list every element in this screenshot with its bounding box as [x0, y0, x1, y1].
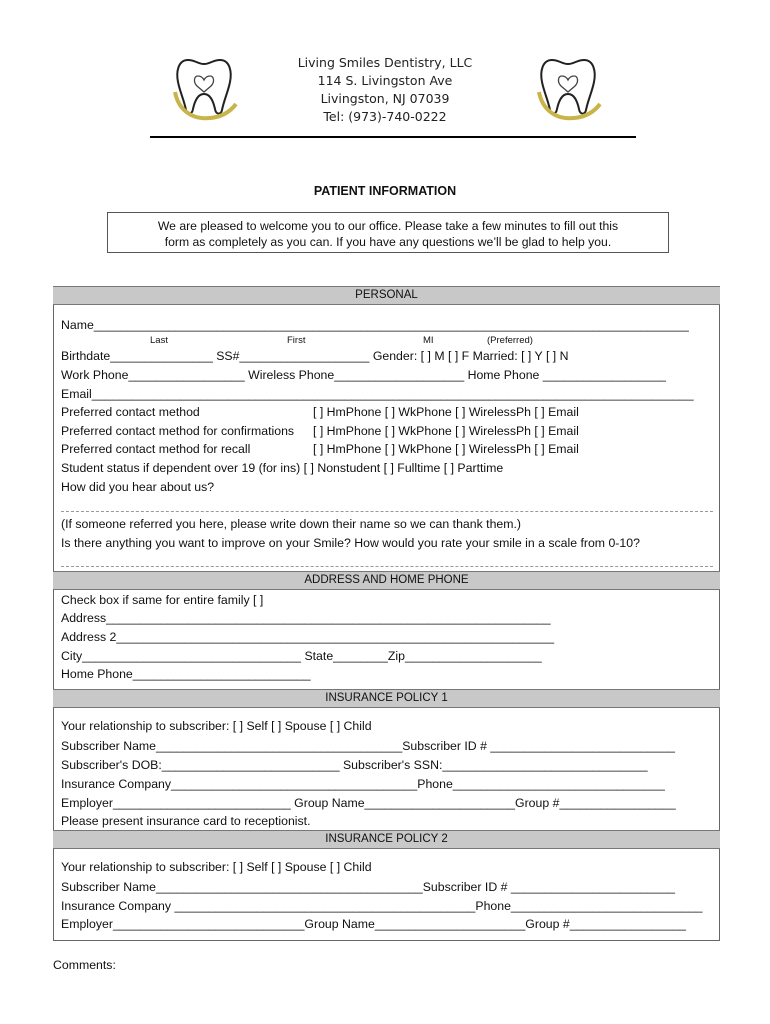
name-sub-mi: MI — [423, 335, 434, 346]
pref-confirm-label: Preferred contact method for confirmations — [61, 424, 295, 438]
same-for-family-checkbox[interactable]: Check box if same for entire family [ ] — [61, 593, 264, 607]
email-field[interactable]: Email________________________________________________________________________________________ — [61, 387, 694, 401]
improve-smile-field[interactable] — [61, 566, 713, 567]
form-title: PATIENT INFORMATION — [313, 184, 457, 198]
ins2-company-row[interactable]: Insurance Company ____________________________________________Phone____________________________ — [61, 899, 703, 913]
referred-note: (If someone referred you here, please write down their name so we can thank them.) — [61, 517, 521, 531]
ins2-subscriber-row[interactable]: Subscriber Name_______________________________________Subscriber ID # ________________________ — [61, 880, 676, 894]
section-header-insurance-1: INSURANCE POLICY 1 — [53, 689, 720, 708]
pref-recall-options[interactable]: [ ] HmPhone [ ] WkPhone [ ] WirelessPh [ ] Email — [313, 442, 579, 456]
heard-about-field[interactable] — [61, 511, 713, 512]
practice-header — [250, 54, 520, 126]
address2-field[interactable]: Address 2________________________________________________________________ — [61, 630, 555, 644]
pref-recall-label: Preferred contact method for recall — [61, 442, 251, 456]
section-header-insurance-2: INSURANCE POLICY 2 — [53, 830, 720, 849]
header-divider — [150, 136, 636, 138]
name-field[interactable]: Name_______________________________________________________________________________________ — [61, 318, 689, 332]
city-state-zip-row[interactable]: City________________________________ State________Zip____________________ — [61, 649, 542, 663]
home-phone-field[interactable]: Home Phone__________________________ — [61, 667, 311, 681]
practice-address-line1: 114 S. Livingston Ave — [317, 73, 453, 88]
welcome-line-1: We are pleased to welcome you to our office. Please take a few minutes to fill out this — [157, 219, 619, 233]
phones-row[interactable]: Work Phone_________________ Wireless Phone___________________ Home Phone __________________ — [61, 368, 666, 382]
heard-about-label: How did you hear about us? — [61, 480, 215, 494]
tooth-logo-icon — [170, 52, 238, 122]
comments-label: Comments: — [53, 958, 116, 972]
ins1-employer-row[interactable]: Employer__________________________ Group Name______________________Group #_________________ — [61, 796, 676, 810]
ins1-note: Please present insurance card to receptionist. — [61, 814, 311, 828]
section-header-address: ADDRESS AND HOME PHONE — [53, 571, 720, 590]
welcome-line-2: form as completely as you can. If you have any questions we’ll be glad to help you. — [164, 235, 612, 249]
name-sub-first: First — [287, 335, 306, 346]
birth-ss-gender-married-row[interactable]: Birthdate_______________ SS#___________________ Gender: [ ] M [ ] F Married: [ ] Y [ ] N — [61, 349, 569, 363]
improve-smile-question: Is there anything you want to improve on your Smile? How would you rate your smile in a scale from 0-10? — [61, 536, 640, 550]
tooth-logo-icon — [534, 52, 602, 122]
student-status-row[interactable]: Student status if dependent over 19 (for ins) [ ] Nonstudent [ ] Fulltime [ ] Parttime — [61, 461, 504, 475]
name-sub-last: Last — [150, 335, 168, 346]
ins1-company-row[interactable]: Insurance Company____________________________________Phone_______________________________ — [61, 777, 665, 791]
pref-contact-label: Preferred contact method — [61, 405, 200, 419]
ins1-dob-ssn-row[interactable]: Subscriber's DOB:__________________________ Subscriber's SSN:______________________________ — [61, 758, 648, 772]
ins2-employer-row[interactable]: Employer____________________________Group Name______________________Group #_________________ — [61, 917, 686, 931]
name-sub-preferred: (Preferred) — [487, 335, 533, 346]
practice-address-line2: Livingston, NJ 07039 — [320, 91, 450, 106]
practice-name: Living Smiles Dentistry, LLC — [297, 55, 473, 70]
ins1-subscriber-row[interactable]: Subscriber Name____________________________________Subscriber ID # ___________________________ — [61, 739, 676, 753]
ins2-relationship-row[interactable]: Your relationship to subscriber: [ ] Self [ ] Spouse [ ] Child — [61, 860, 372, 874]
practice-phone: Tel: (973)-740-0222 — [323, 109, 447, 124]
ins1-relationship-row[interactable]: Your relationship to subscriber: [ ] Self [ ] Spouse [ ] Child — [61, 719, 372, 733]
pref-contact-options[interactable]: [ ] HmPhone [ ] WkPhone [ ] WirelessPh [ ] Email — [313, 405, 579, 419]
welcome-box — [107, 212, 669, 253]
address-field[interactable]: Address_________________________________________________________________ — [61, 611, 551, 625]
pref-confirm-options[interactable]: [ ] HmPhone [ ] WkPhone [ ] WirelessPh [ ] Email — [313, 424, 579, 438]
section-header-personal: PERSONAL — [53, 286, 720, 305]
